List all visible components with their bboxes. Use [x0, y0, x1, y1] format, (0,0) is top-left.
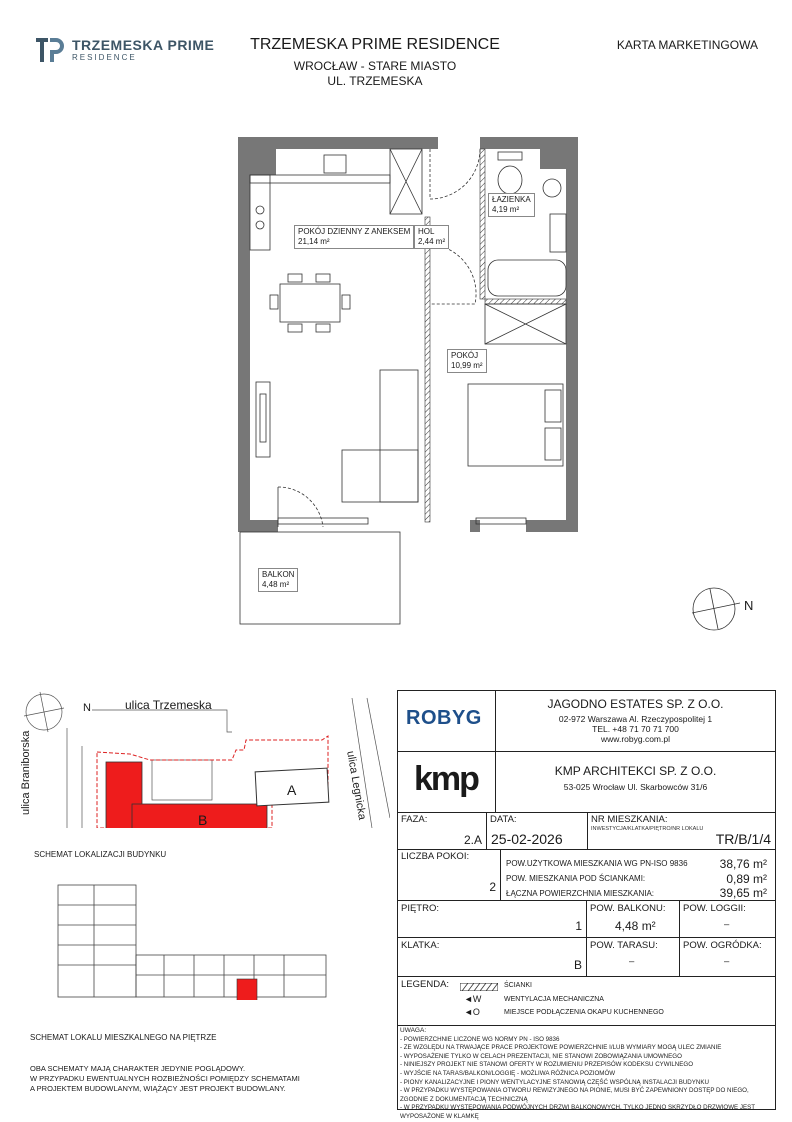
floor-plan: [230, 132, 590, 632]
room-label-living: POKÓJ DZIENNY Z ANEKSEM 21,14 m²: [294, 225, 414, 249]
floor-schema: [44, 875, 384, 1000]
notes: UWAGA: - POWIERZCHNIE LICZONE WG NORMY PN - ISO 9836 - ZE WZGLĘDU NA TRWAJĄCE PRACE PROJEKTOWE POWIERZCHNIE I/LUB WYMIARY MOGĄ ULEC ZMIANIE - WYPOSAŻENIE TYLKO W CELACH PREZENTACJI, NIE STANOWI ZOBOWIĄZANIA UMOWNEGO - NINIEJSZY PROJEKT NIE STANOWI OFERTY W ROZUMIENIU PRZEPISÓW KODEKSU CYWILNEGO - WYJŚCIE NA TARAS/BALKON/LOGGIĘ - MOŻLIWA RÓŻNICA POZIOMÓW - PIONY KANALIZACYJNE I PIONY WENTYLACYJNE STANOWIĄ CZĘŚĆ WSPÓLNĄ INSTALACJI BUDYNKU - W PRZYPADKU WYSTĘPOWANIA OTWORU REWIZYJNEGO NA PIONIE, MUSI BYĆ ZAPEWNIONY DOSTĘP DO NIEGO, ZGODNIE Z DOKUMENTACJĄ TECHNICZNĄ - W PRZYPADKU WYSTĘPOWANIA PODWÓJNYCH DRZWI BALKONOWYCH, TYLKO JEDNO SKRZYDŁO DRZWIOWE JEST WYPOSAŻONE W KLAMKĘ: [400, 1027, 756, 1120]
brand-name: TRZEMESKA PRIME: [72, 37, 215, 53]
garden-area-cell: POW. OGRÓDKA: –: [680, 938, 775, 977]
building-a-label: A: [287, 782, 297, 798]
usable-area: 38,76 m²: [719, 857, 767, 871]
floor-value: 1: [575, 919, 582, 933]
apartment-number: TR/B/1/4: [715, 831, 771, 847]
date-cell: DATA: 25-02-2026: [487, 813, 588, 850]
investor-phone: TEL. +48 71 70 71 700: [592, 724, 679, 734]
areas-cell: POW.UŻYTKOWA MIESZKANIA WG PN-ISO 9836 38,76 m² POW. MIESZKANIA POD ŚCIANKAMI: 0,89 m² ŁĄCZNA POWIERZCHNIA MIESZKANIA: 39,65 m²: [501, 850, 775, 901]
rooms-count: 2: [489, 880, 496, 894]
wall-hatch-icon: [460, 983, 498, 991]
balcony-area-cell: POW. BALKONU: 4,48 m²: [587, 901, 680, 938]
ventilation-icon: ◄W: [464, 994, 482, 1004]
site-plan-caption: SCHEMAT LOKALIZACJI BUDYNKU: [34, 850, 167, 859]
north-label: N: [744, 598, 754, 613]
investor-cell: [496, 691, 775, 752]
street-label-left: ulica Braniborska: [20, 730, 32, 815]
terrace-area-cell: POW. TARASU: –: [587, 938, 680, 977]
room-label-balcony: BALKON 4,48 m²: [258, 568, 298, 592]
balcony-area: 4,48 m²: [615, 919, 656, 933]
street-label-right: ulica Legnicka: [344, 750, 369, 821]
legend: LEGENDA: ŚCIANKI ◄W WENTYLACJA MECHANICZNA ◄O MIEJSCE PODŁĄCZENIA OKAPU KUCHENNEGO: [398, 977, 775, 1026]
kmp-logo-cell: [398, 752, 496, 813]
staircase-value: B: [573, 958, 582, 972]
site-north-label: N: [83, 702, 91, 714]
floor-cell: PIĘTRO: 1: [398, 901, 587, 938]
garden-area: –: [724, 956, 730, 967]
page-street: UL. TRZEMESKA: [327, 74, 423, 88]
robyg-logo: ROBYG: [406, 707, 482, 729]
page-title: TRZEMESKA PRIME RESIDENCE: [250, 36, 500, 53]
investor-name: JAGODNO ESTATES SP. Z O.O.: [547, 697, 724, 711]
faza-value: 2.A: [463, 833, 482, 847]
loggia-area: –: [724, 919, 730, 930]
date-value: 25-02-2026: [491, 831, 563, 847]
robyg-logo-cell: [398, 691, 496, 752]
loggia-area-cell: POW. LOGGII: –: [680, 901, 775, 938]
kmp-logo: kmp: [414, 760, 478, 798]
brand-logo-icon: [34, 36, 66, 66]
room-label-bathroom: ŁAZIENKA 4,19 m²: [488, 193, 535, 217]
faza-cell: FAZA: 2.A: [398, 813, 487, 850]
document-type: KARTA MARKETINGOWA: [616, 38, 758, 52]
total-area: 39,65 m²: [719, 886, 767, 900]
architect-address: 53-025 Wrocław Ul. Skarbowców 31/6: [563, 782, 708, 792]
room-label-bedroom: POKÓJ 10,99 m²: [447, 349, 487, 373]
architect-cell: [496, 752, 775, 813]
investor-web: www.robyg.com.pl: [601, 734, 670, 744]
info-box: [397, 690, 776, 1120]
apartment-number-cell: NR MIESZKANIA: INWESTYCJA/KLATKA/PIĘTRO/NR LOKALU TR/B/1/4: [588, 813, 775, 850]
hood-connection-icon: ◄O: [464, 1007, 480, 1017]
room-label-hall: HOL 2,44 m²: [414, 225, 449, 249]
brand-subtitle: RESIDENCE: [72, 53, 137, 62]
investor-address: 02-972 Warszawa Al. Rzeczypospolitej 1: [558, 714, 713, 724]
floor-schema-caption: SCHEMAT LOKALU MIESZKALNEGO NA PIĘTRZE: [30, 1033, 217, 1042]
street-label-top: ulica Trzemeska: [125, 698, 212, 712]
rooms-count-cell: LICZBA POKOI: 2: [398, 850, 501, 901]
disclaimer: OBA SCHEMATY MAJĄ CHARAKTER JEDYNIE POGLĄDOWY. W PRZYPADKU EWENTUALNYCH ROZBIEŻNOŚCI POMIĘDZY SCHEMATAMI A PROJEKTEM BUDOWLANYM, WIĄŻĄCY JEST PROJEKT BUDOWLANY.: [30, 1064, 300, 1093]
architect-name: KMP ARCHITEKCI SP. Z O.O.: [554, 764, 717, 778]
staircase-cell: KLATKA: B: [398, 938, 587, 977]
under-walls-area: 0,89 m²: [726, 872, 767, 886]
building-b-label: B: [198, 812, 208, 828]
page-city: WROCŁAW - STARE MIASTO: [293, 59, 457, 73]
terrace-area: –: [629, 956, 635, 967]
